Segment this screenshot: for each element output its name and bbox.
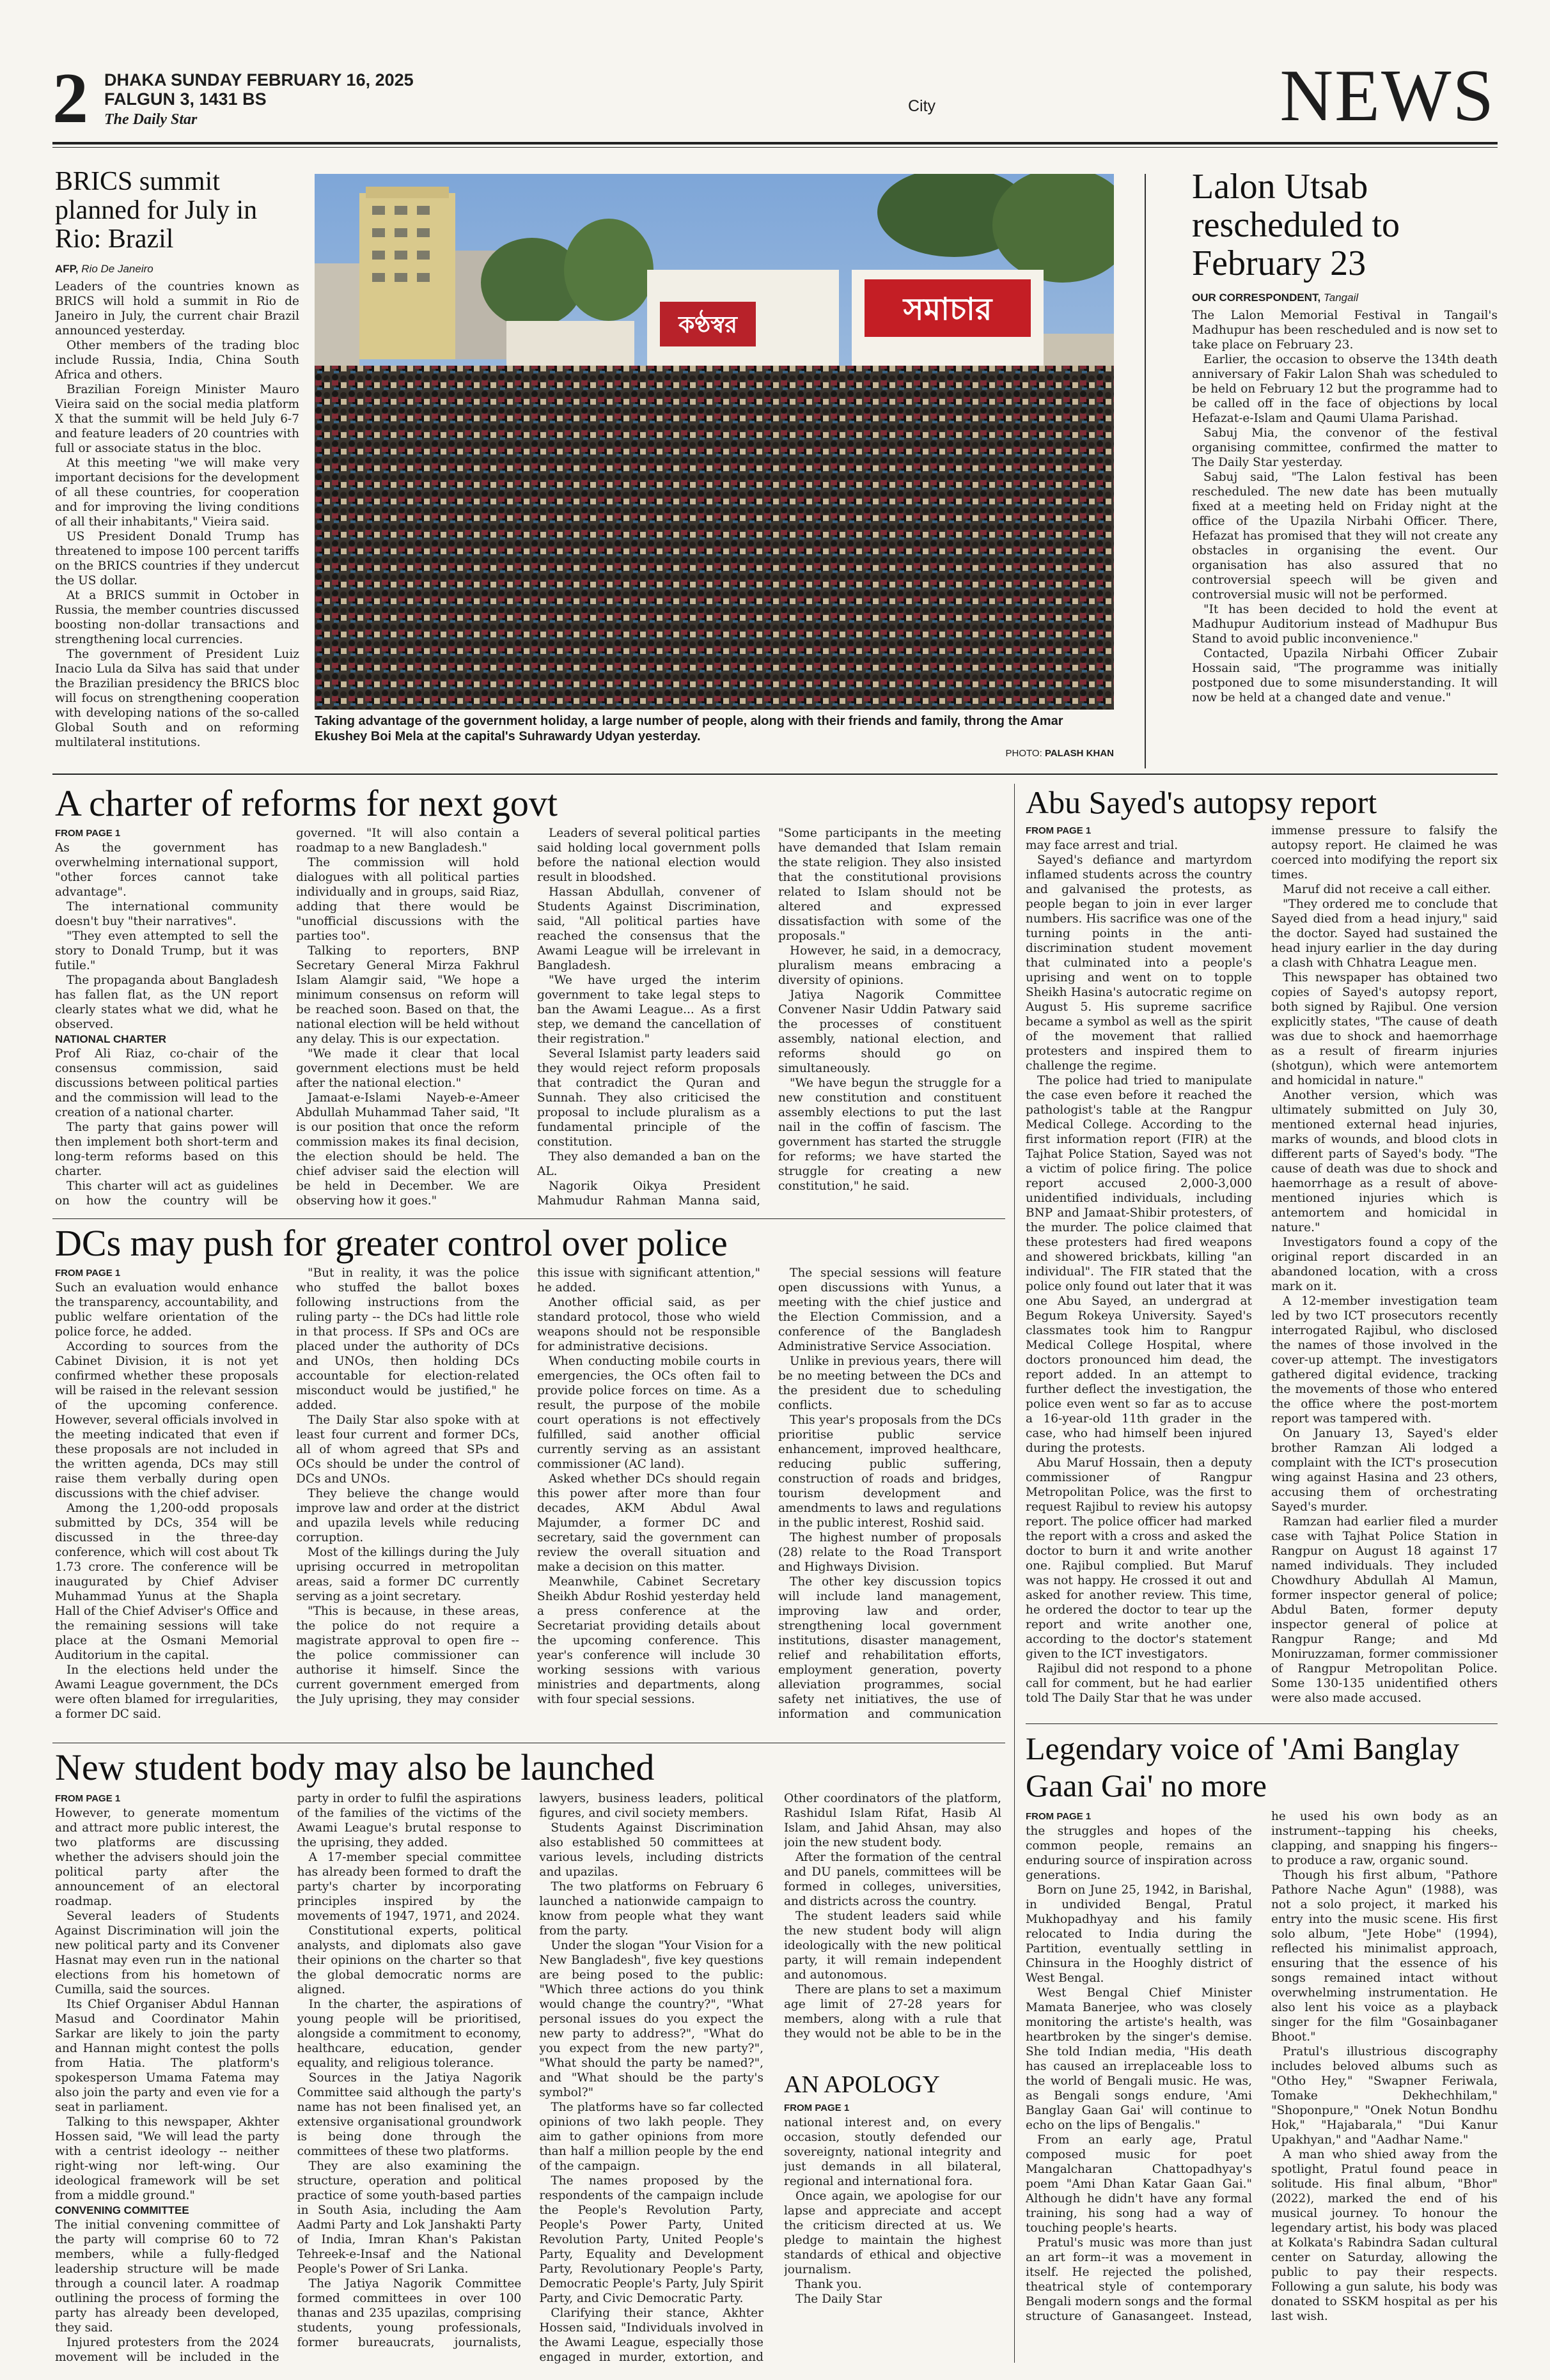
masthead-rule-thin <box>52 147 1498 148</box>
article-body: Leaders of the countries known as BRICS will hold a summit in Rio de Janeiro in July, the current chair Brazil announced yesterday. Other members of the trading bloc include Russia, India, China South Africa and others. Brazilian Foreign Minister Mauro Vieira said on the social media platform X that the summit will be held July 6-7 and feature leaders of 20 countries with full or associate status in the bloc. At this meeting "we will make very important decisions for the development of all these countries, for cooperation and for improving the living conditions of all their inhabitants," Vieira said. US President Donald Trump has threatened to impose 100 percent tariffs on the BRICS countries if they undercut the US dollar. At a BRICS summit in October in Russia, the member countries discussed boosting non-dollar transactions and strengthening local currencies. The government of President Luiz Inacio Lula da Silva has said that under the Brazilian presidency the BRICS bloc will focus on strengthening cooperation with developing nations of the so-called Global South and on reforming multilateral institutions. <box>55 280 299 749</box>
byline: OUR CORRESPONDENT, Tangail <box>1192 292 1359 304</box>
headline: Lalon Utsab rescheduled to February 23 <box>1192 167 1400 283</box>
article-body: The Lalon Memorial Festival in Tangail's Madhupur has been rescheduled and is now set to take place on February 23. Earlier, the occasion to observe the 134th death anniversary of Fakir Lalon Shah was scheduled to be held on February 12 but the programme had to be called off in the face of objections by local Hefazat-e-Islam and Qaumi Ulama Parishad. Sabuj Mia, the convenor of the festival organising committee, confirmed the matter to The Daily Star yesterday. Sabuj said, "The Lalon festival has been rescheduled. The new date has been mutually fixed at a meeting held on Friday night at the office of the Upazila Nirbahi Officer. There, Hefazat has promised that they will not create any obstacles in organising the event. Our organisation has also assured that no controversial speech will be given and controversial music will not be performed. "It has been decided to hold the event at Madhupur Auditorium instead of Madhupur Bus Stand to avoid public inconvenience." Contacted, Upazila Nirbahi Officer Zubair Hossain said, "The programme was initially postponed due to some misunderstanding. It will now be held at a changed date and venue." <box>1192 309 1498 704</box>
article-student <box>55 1748 1001 1790</box>
article-student-body-continued: Other coordinators of the platform, Rashidul Islam Rifat, Hasib Al Islam, and Jahid Ahsan, may also join the new student body. After the formation of the central and DU panels, committees will be formed in colleges, universities, and districts across the country. The student leaders said while the new student body will align ideologically with the new political party, it will remain independent and autonomous. There are plans to set a maximum age limit of 27-28 years for members, along with a rule that they would not be able to be in the <box>784 1792 1001 2041</box>
headline: AN APOLOGY <box>784 2071 940 2098</box>
article-body: FROM PAGE 1 may face arrest and trial. Sayed's defiance and martyrdom inflamed students across the country and galvanised the protests, as people began to join in ever larger numbers. His sacrifice was one of the turning points in the anti-discrimination student movement that culminated into a people's uprising and went on to topple Sheikh Hasina's autocratic regime on August 5. His supreme sacrifice became a symbol as well as the spirit of the movement that rallied protesters and inspired them to challenge the regime. The police had tried to manipulate the case even before it reached the pathologist's table at the Rangpur Medical College. According to the first information report (FIR) at the Tajhat Police Station, Sayed was not a victim of police firing. The police report accused 2,000-3,000 unidentified individuals, including BNP and Jamaat-Shibir protesters, of the murder. The police claimed that these protesters had fired weapons and showered brickbats, killing "an individual". The FIR stated that the police only found out later that it was one Abu Sayed, an undergrad at Begum Rokeya University. Sayed's classmates took him to Rangpur Medical College Hospital, where doctors pronounced him dead, the report added. In an attempt to further deflect the investigation, the police even went so far as to accuse a 16-year-old 11th grader in the case, who had himself been injured during the protests. Abu Maruf Hossain, then a deputy commissioner of Rangpur Metropolitan Police, was the first to request Rajibul to review his autopsy report. The police officer had marked the report with a cross and asked the doctor to burn it and write another one. Rajibul complied. But Maruf was not happy. He crossed it out and asked for another review. This time, he ordered the doctor to tear up the report and write another one, according to the doctor's statement given to the ICT investigators. Rajibul did not respond to a phone call for comment, but he had earlier told The Daily Star that he was under immense pressure to falsify the autopsy report. He claimed he was coerced into modifying the report six times. Maruf did not receive a call either. "They ordered me to conclude that Sayed died from a head injury," said the doctor. Sayed had sustained the head injury earlier in the day during a clash with Chhatra League men. This newspaper has obtained two copies of Sayed's autopsy report, both signed by Rajibul. One version explicitly states, "The cause of death was due to shock and haemorrhage as a result of firearm injuries (shotgun), which were antemortem and homicidal in nature." Another version, which was ultimately submitted on July 30, mentioned external head injuries, marks of wounds, and blood clots in different parts of Sayed's body. "The cause of death was due to shock and haemorrhage as a result of above-mentioned injuries which is antemortem and homicidal in nature." Investigators found a copy of the original report discarded in an abandoned location, with a cross mark on it. A 12-member investigation team led by two ICT prosecutors recently interrogated Rajibul, who disclosed the names of those involved in the cover-up attempt. The investigators gathered digital evidence, tracking the movements of those who entered the office where the post-mortem report was tampered with. On January 13, Sayed's elder brother Ramzan Ali lodged a complaint with the ICT's prosecution wing against Hasina and 23 others, accusing them of orchestrating Sayed's murder. Ramzan had earlier filed a murder case with Tajhat Police Station in Rangpur on August 18 against 17 named individuals. They included Chowdhury Abdullah Al Mamun, former inspector general of police; Abdul Baten, former deputy inspector general of police at Rangpur Range; and Md Moniruzzaman, former commissioner of Rangpur Metropolitan Police. Some 130-135 unidentified others were also made accused. <box>1026 824 1498 1705</box>
column-divider <box>1145 174 1146 768</box>
column-divider <box>1014 784 1015 2363</box>
photo-credit: PHOTO: PALASH KHAN <box>1005 748 1114 759</box>
article-charter <box>55 784 1001 1209</box>
bengali-date: FALGUN 3, 1431 BS <box>104 89 267 109</box>
article-body: FROM PAGE 1 the struggles and hopes of the common people, remains an enduring source of inspiration across generations. Born on June 25, 1942, in Barishal, in undivided Bengal, Pratul Mukhopadhyay and his family relocated to India during the Partition, eventually settling in Chinsura in the Hooghly district of West Bengal. West Bengal Chief Minister Mamata Banerjee, who was closely monitoring the artiste's health, was heartbroken by the singer's demise. She told Indian media, "His death has caused an irreplaceable loss to the world of Bengali music. He was, as Bengali songs endure, 'Ami Banglay Gaan Gai' will continue to echo on the lips of Bengalis." From an early age, Pratul composed music for poet Mangalcharan Chattopadhyay's poem "Ami Dhan Katar Gaan Gai." Although he didn't have any formal training, his song had a way of touching people's hearts. Pratul's music was more than just an art form--it was a movement in itself. He rejected the polished, theatrical style of contemporary Bengali modern songs and the formal structure of Ganasangeet. Instead, he used his own body as an instrument--tapping his cheeks, clapping, and snapping his fingers--to produce a raw, organic sound. Though his first album, "Pathore Pathore Nache Agun" (1988), was not a solo project, it marked his entry into the music scene. His first solo album, "Jete Hobe" (1994), reflected his minimalist approach, ensuring that the essence of his songs remained intact without overwhelming instrumentation. He also lent his voice as a playback singer for the film "Gosainbaganer Bhoot." Pratul's illustrious discography includes beloved albums such as "Otho Hey," "Swapner Feriwala, Tomake Dekhechhilam," "Shoponpure," "Onek Notun Bondhu Hok," "Hajabarala," "Dui Kanur Upakhyan," and "Aadhar Name." A man who shied away from the spotlight, Pratul found peace in solitude. His final album, "Bhor" (2022), marked the end of his musical journey. To honour the legendary artist, his body was placed at Kolkata's Rabindra Sadan cultural center on Saturday, allowing the public to pay their respects. Following a gun salute, his body was donated to SSKM hospital as per his last wish. <box>1026 1810 1498 2323</box>
headline: Abu Sayed's autopsy report <box>1026 784 1377 820</box>
stall-sign-left: কণ্ঠস্বর <box>678 312 737 338</box>
article-sayed <box>1026 784 1498 1718</box>
page-number: 2 <box>52 59 88 138</box>
section-label: City <box>908 97 936 115</box>
book-fair-photo <box>315 174 1114 710</box>
section-rule <box>52 774 1498 775</box>
from-label: FROM PAGE 1 <box>1026 825 1092 836</box>
article-lalon <box>1192 167 1498 749</box>
paper-name: The Daily Star <box>104 111 198 128</box>
byline: AFP, Rio De Janeiro <box>55 263 153 275</box>
article-apology <box>784 2071 1001 2369</box>
headline: Legendary voice of 'Ami Banglay Gaan Gai' no more <box>1026 1731 1460 1803</box>
headline: DCs may push for greater control over police <box>55 1222 728 1264</box>
article-dcs <box>55 1224 1001 1726</box>
from-label: FROM PAGE 1 <box>55 1793 121 1804</box>
headline: New student body may also be launched <box>55 1746 655 1788</box>
article-legendary <box>1026 1730 1498 2359</box>
masthead-rule <box>52 142 1498 144</box>
headline: A charter of reforms for next govt <box>55 782 558 824</box>
date: DHAKA SUNDAY FEBRUARY 16, 2025 <box>104 70 414 89</box>
article-brics <box>55 167 299 752</box>
section-rule <box>1026 1723 1498 1724</box>
article-body: FROM PAGE 1 Such an evaluation would enhance the transparency, accountability, and public welfare orientation of the police force, he added. According to sources from the Cabinet Division, it is not yet confirmed whether these proposals will be raised in the relevant session of the upcoming conference. However, several officials involved in the meeting indicated that even if these proposals are not included in the written agenda, DCs may still raise them verbally during open discussions with the chief adviser. Among the 1,200-odd proposals submitted by DCs, 354 will be discussed in the three-day conference, which will cost about Tk 1.73 crore. The conference will be inaugurated by Chief Adviser Muhammad Yunus at the Shapla Hall of the Chief Adviser's Office and the remaining sessions will take place at the Osmani Memorial Auditorium in the capital. In the elections held under the Awami League government, the DCs were often blamed for irregularities, a former DC said. "But in reality, it was the police who stuffed the ballot boxes following instructions from the ruling party -- the DCs had little role in that process. If SPs and OCs are placed under the authority of DCs and UNOs, then holding DCs accountable for election-related misconduct would be justified," he added. The Daily Star also spoke with at least four current and former DCs, all of whom agreed that SPs and OCs should be under the control of DCs and UNOs. They believe the change would improve law and order at the district and upazila levels while reducing corruption. Most of the killings during the July uprising occurred in metropolitan areas, said a former DC currently serving as a joint secretary. "This is because, in these areas, the police do not require a magistrate approval to open fire -- the police commissioner can authorise it himself. Since the current government emerged from the July uprising, they may consider this issue with significant attention," he added. Another official said, as per standard protocol, those who wield weapons should not be responsible for administrative decisions. When conducting mobile courts in emergencies, the OCs often fail to provide police forces on time. As a result, the purpose of the mobile court operations is not effectively fulfilled, said another official currently serving as an assistant commissioner (AC land). Asked whether DCs should regain this power after more than four decades, AKM Abdul Awal Majumder, a former DC and secretary, said the government can review the overall situation and make a decision on this matter. Meanwhile, Cabinet Secretary Sheikh Abdur Roshid yesterday held a press conference at the Secretariat providing details about the upcoming conference. This year's conference will include 30 working sessions with various ministries and departments, along with four special sessions. The special sessions will feature open discussions with Yunus, a meeting with the chief justice and the Election Commission, and a conference of the Bangladesh Administrative Service Association. Unlike in previous years, there will be no meeting between the DCs and the president due to scheduling conflicts. This year's proposals from the DCs prioritise public service enhancement, improved healthcare, reducing public suffering, construction of roads and bridges, tourism development and amendments to laws and regulations in the public interest, Roshid said. The highest number of proposals (28) relate to the Road Transport and Highways Division. The other key discussion topics will include land management, improving law and order, strengthening local government institutions, disaster management, relief and rehabilitation efforts, employment generation, poverty alleviation programmes, social safety net initiatives, the use of information and communication <box>55 1266 1001 1721</box>
from-label: FROM PAGE 1 <box>784 2103 850 2113</box>
section-rule <box>52 1218 1005 1219</box>
section-title: NEWS <box>1280 55 1495 137</box>
from-label: FROM PAGE 1 <box>55 1268 121 1279</box>
stall-sign-right: সমাচার <box>903 292 992 327</box>
headline: BRICS summit planned for July in Rio: Brazil <box>55 167 258 254</box>
from-label: FROM PAGE 1 <box>55 828 121 839</box>
dateline <box>104 70 414 109</box>
article-student-body: FROM PAGE 1 However, to generate momentum and attract more public interest, the two platforms are discussing whether the advisers should join the political party after the announcement of an electoral roadmap. Several leaders of Students Against Discrimination will join the new political party and its Convener Hasnat may even run in the national elections from his hometown of Cumilla, said the sources. Its Chief Organiser Abdul Hannan Masud and Coordinator Mahin Sarkar are likely to join the party and Hannan might contest the polls from Hatia. The platform's spokesperson Umama Fatema may also join the party and even vie for a seat in parliament. Talking to this newspaper, Akhter Hossen said, "We will lead the party with a centrist ideology -- neither right-wing nor left-wing. Our ideological framework will be set from a middle ground." CONVENING COMMITTEE The initial convening committee of the party will comprise 60 to 72 members, while a fully-fledged leadership structure will be made through a council later. A roadmap outlining the process of forming the party has already been developed, they said. Injured protesters from the 2024 movement will be included in the party in order to fulfil the aspirations of the families of the victims of the Awami League's brutal response to the uprising, they added. A 17-member special committee has already been formed to draft the party's charter by incorporating principles inspired by the movements of 1947, 1971, and 2024. Constitutional experts, political analysts, and diplomats also gave their opinions on the charter so that the global democratic norms are aligned. In the charter, the aspirations of young people will be prioritised, alongside a commitment to economy, healthcare, education, gender equality, and religious tolerance. Sources in the Jatiya Nagorik Committee said although the party's name has not been finalised yet, an extensive organisational groundwork is being done through the committees of these two platforms. They are also examining the structure, operation and political practice of some youth-based parties in South Asia, including the Aam Aadmi Party and Lok Janshakti Party of India, Imran Khan's Pakistan Tehreek-e-Insaf and the National People's Power of Sri Lanka. The Jatiya Nagorik Committee formed committees in over 100 thanas and 235 upazilas, comprising students, young professionals, former bureaucrats, journalists, lawyers, business leaders, political figures, and civil society members. Students Against Discrimination also established 50 committees at various levels, including districts and upazilas. The two platforms on February 6 launched a nationwide campaign to know from people what they want from the party. Under the slogan "Your Vision for a New Bangladesh", five key questions are being posed to the public: "Which three actions do you think would change the country?", "What personal issues do you expect the new party to address?", "What do you expect from the new party?", "What should the party be named?", and "What should be the party's symbol?" The platforms have so far collected opinions of two lakh people. They aim to gather opinions from more than half a million people by the end of the campaign. The names proposed by the respondents of the campaign include the People's Revolution Party, People's Power Party, United Revolution Party, United People's Party, Equality and Development Party, Revolutionary People's Party, Democratic People's Party, July Spirit Party, and Civic Democratic Party. Clarifying their stance, Akhter Hossen said, "Individuals involved in the Awami League, especially those engaged in murder, extortion, and <box>55 1792 763 2364</box>
article-body: FROM PAGE 1 As the government has overwhelming international support, "other forces cannot take advantage". The international community doesn't buy "their narratives". "They even attempted to sell the story to Donald Trump, but it was futile." The propaganda about Bangladesh has fallen flat, as the UN report clearly states what we did, what he observed. NATIONAL CHARTER Prof Ali Riaz, co-chair of the consensus commission, said discussions between political parties and the commission will lead to the creation of a national charter. The party that gains power will then implement both short-term and long-term reforms based on this charter. This charter will act as guidelines on how the country will be governed. "It will also contain a roadmap to a new Bangladesh." The commission will hold dialogues with all political parties individually and in groups, said Riaz, adding that there would be "unofficial discussions with the parties too". Talking to reporters, BNP Secretary General Mirza Fakhrul Islam Alamgir said, "We hope a minimum consensus on reform will be reached soon. Based on that, the national election will be held without any delay. This is our expectation. "We made it clear that local government elections must be held after the national election." Jamaat-e-Islami Nayeb-e-Ameer Abdullah Muhammad Taher said, "It is our position that once the reform commission makes its final decision, the election should be held. The chief adviser said the election will be held in December. We are observing how it goes." Leaders of several political parties said holding local government polls before the national election would result in bloodshed. Hassan Abdullah, convener of Students Against Discrimination, said, "All political parties have reached the consensus that the Awami League will be irrelevant in Bangladesh. "We have urged the interim government to take legal steps to ban the Awami League... As a first step, we demand the cancellation of their registration." Several Islamist party leaders said they would reject reform proposals that contradict the Quran and Sunnah. They also criticised the proposal to include pluralism as a fundamental principle of the constitution. They also demanded a ban on the AL. Nagorik Oikya President Mahmudur Rahman Manna said, "Some participants in the meeting have demanded that Islam remain the state religion. They also insisted that the constitutional provisions related to Islam should not be altered and expressed dissatisfaction with some of the proposals." However, he said, in a democracy, pluralism means embracing a diversity of opinions. Jatiya Nagorik Committee Convener Nasir Uddin Patwary said the processes of constituent assembly, national election, and reforms should go on simultaneously. "We have begun the struggle for a new constitution and constituent assembly elections to put the last nail in the coffin of fascism. The government has started the struggle for reforms; we have started the struggle for creating a new constitution," he said. <box>55 827 1001 1208</box>
from-label: FROM PAGE 1 <box>1026 1811 1092 1822</box>
article-body: FROM PAGE 1 national interest and, on every occasion, stoutly defended our sovereignty, national integrity and just demands in all bilateral, regional and international fora. Once again, we apologise for our lapse and appreciate and accept the criticism directed at us. We pledge to maintain the highest standards of ethical and objective journalism. Thank you. The Daily Star <box>784 2101 1001 2369</box>
photo-caption: Taking advantage of the government holiday, a large number of people, along with their friends and family, throng the Amar Ekushey Boi Mela at the capital's Suhrawardy Udyan yesterday. <box>315 714 1063 743</box>
